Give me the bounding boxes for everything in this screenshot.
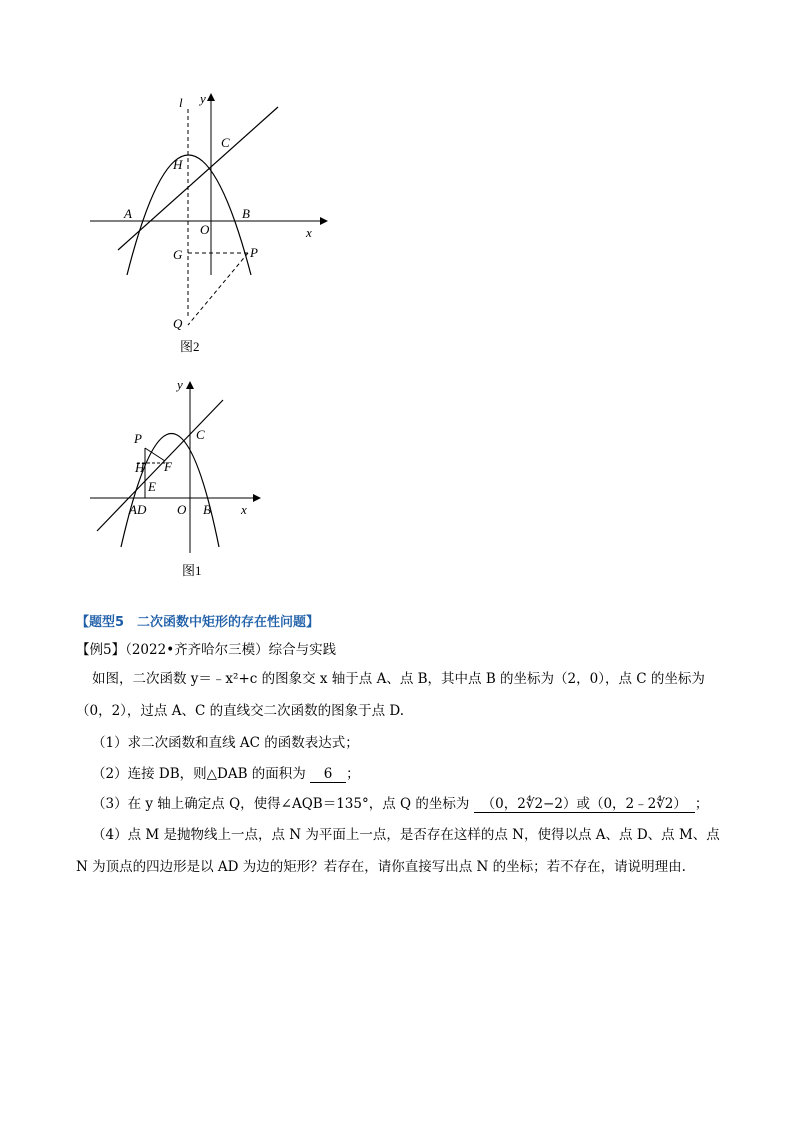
label-o: O xyxy=(200,222,210,237)
label-e: E xyxy=(148,479,156,494)
figure-1-diagram xyxy=(85,375,285,580)
label-g: G xyxy=(173,247,183,262)
q3-suffix: ； xyxy=(694,796,709,812)
label-ad: AD xyxy=(129,502,147,517)
example-tag: 【例5】 xyxy=(76,642,126,658)
question-4-line-1: （4）点 M 是抛物线上一点，点 N 为平面上一点，是否存在这样的点 N，使得以点 A、点 D、点 M、点 xyxy=(92,827,720,843)
q3-prefix: （3）在 y 轴上确定点 Q，使得∠AQB＝135°，点 Q 的坐标为 xyxy=(92,796,470,812)
q2-suffix: ； xyxy=(346,766,360,782)
parabola xyxy=(127,155,251,275)
figure-1-caption: 图1 xyxy=(182,563,202,578)
x-axis-arrow xyxy=(253,494,261,502)
segment-pq xyxy=(188,253,248,325)
question-2 xyxy=(92,762,360,783)
line-ac xyxy=(118,107,278,250)
label-q: Q xyxy=(173,316,183,331)
question-1: （1）求二次函数和直线 AC 的函数表达式； xyxy=(92,735,359,751)
label-b: B xyxy=(242,206,250,221)
label-x: x xyxy=(241,502,247,517)
q3-answer: （0，2∜2−2）或（0，2﹣2∜2） xyxy=(474,792,695,813)
question-4-line-2: N 为顶点的四边形是以 AD 为边的矩形？若存在，请你直接写出点 N 的坐标；若不存在，请说明理由. xyxy=(76,859,686,875)
q2-answer: 6 xyxy=(310,766,346,783)
label-f: F xyxy=(164,459,172,474)
example-header xyxy=(76,638,336,658)
label-p: P xyxy=(250,245,258,260)
label-p: P xyxy=(134,431,142,446)
example-source: （2022•齐齐哈尔三模）综合与实践 xyxy=(125,642,337,658)
section-title: 【题型5 二次函数中矩形的存在性问题】 xyxy=(76,615,320,630)
label-a: A xyxy=(124,206,132,221)
q2-prefix: （2）连接 DB，则△DAB 的面积为 xyxy=(92,766,306,782)
figure-2 xyxy=(80,85,340,365)
label-c: C xyxy=(221,135,230,150)
y-axis-arrow xyxy=(207,93,215,101)
figure-2-caption: 图2 xyxy=(180,339,200,354)
stem-line-1: 如图，二次函数 y＝﹣x²+c 的图象交 x 轴于点 A、点 B，其中点 B 的坐标为（2，0），点 C 的坐标为 xyxy=(92,671,705,687)
label-c: C xyxy=(196,427,205,442)
y-axis-arrow xyxy=(186,381,194,389)
label-h: H xyxy=(135,460,145,475)
label-l: l xyxy=(179,95,183,110)
label-h: H xyxy=(173,157,183,172)
label-y: y xyxy=(177,377,183,392)
x-axis-arrow xyxy=(320,217,328,225)
figure-2-diagram xyxy=(80,85,340,365)
figure-1 xyxy=(85,375,285,580)
label-b: B xyxy=(203,502,211,517)
label-x: x xyxy=(306,225,312,240)
stem-line-2: （0，2），过点 A、C 的直线交二次函数的图象于点 D. xyxy=(76,703,405,719)
question-3 xyxy=(92,792,708,813)
label-y: y xyxy=(200,91,206,106)
label-o: O xyxy=(177,502,187,517)
